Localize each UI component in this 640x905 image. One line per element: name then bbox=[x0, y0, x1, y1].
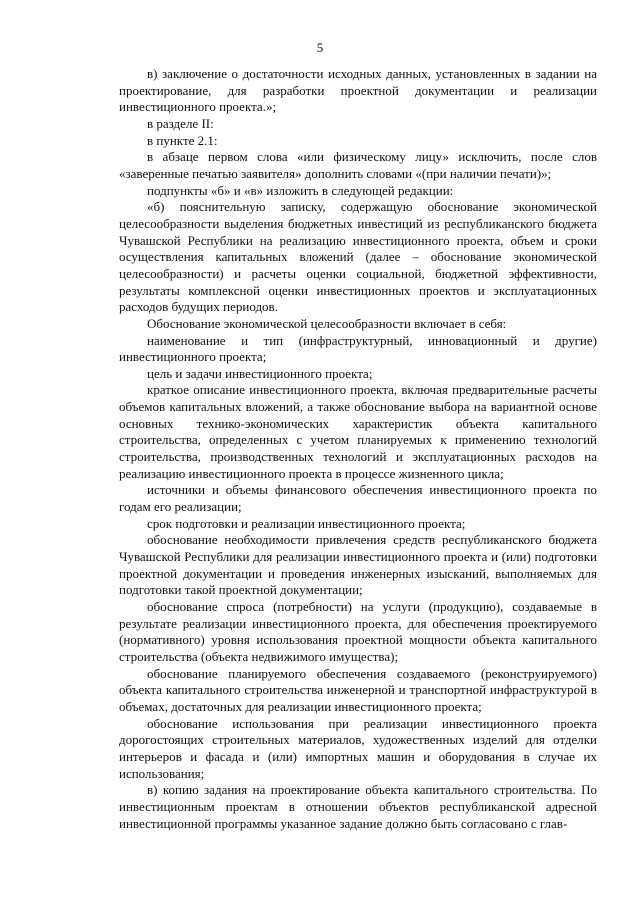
paragraph: обоснование использования при реализации инвестиционного проекта дорогостоящих строительных материалов, художественных изделий для отделки интерьеров и фасада и (или) импортных машин и оборудования в случае их использования; bbox=[119, 715, 597, 781]
paragraph: в) заключение о достаточности исходных данных, установленных в задании на проектирование, для разработки проектной документации и реализации инвестиционного проекта.»; bbox=[119, 66, 597, 115]
paragraph: обоснование спроса (потребности) на услуги (продукцию), создаваемые в результате реализации инвестиционного проекта, для обеспечения проектируемого (нормативного) уровня использования проектной мощности объекта капитального строительства (объекта недвижимого имущества); bbox=[119, 599, 597, 664]
paragraph: обоснование планируемого обеспечения создаваемого (реконструируемого) объекта капитального строительства инженерной и транспортной инфраструктурой в объемах, достаточных для реализации инвестиционного проекта; bbox=[119, 665, 597, 714]
paragraph: источники и объемы финансового обеспечения инвестиционного проекта по годам его реализации; bbox=[119, 482, 597, 515]
paragraph: в разделе II: bbox=[147, 115, 214, 131]
paragraph: «б) пояснительную записку, содержащую обоснование экономической целесообразности выделения бюджетных инвестиций из республиканского бюджета Чувашской Республики на реализацию инвестиционного проекта, объем и сроки осуществления капитальных вложений (далее – обоснование экономической целесообразности) и расчеты оценки социальной, бюджетной эффективности, результаты комплексной оценки инвестиционных проектов и эксплуатационных расходов будущих периодов. bbox=[119, 199, 597, 315]
paragraph: обоснование необходимости привлечения средств республиканского бюджета Чувашской Республики для реализации инвестиционного проекта и (или) подготовки проектной документации и проведения инженерных изысканий, выполняемых для подготовки такой проектной документации; bbox=[119, 532, 597, 598]
paragraph: в) копию задания на проектирование объекта капитального строительства. По инвестиционным проектам в отношении объектов республиканской адресной инвестиционной программы указанное задание должно быть согласовано с глав- bbox=[119, 782, 597, 831]
paragraph: наименование и тип (инфраструктурный, инновационный и другие) инвестиционного проекта; bbox=[119, 332, 597, 365]
document-body bbox=[119, 66, 597, 832]
paragraph: Обоснование экономической целесообразности включает в себя: bbox=[147, 315, 507, 331]
page-number: 5 bbox=[316, 40, 324, 55]
paragraph: подпункты «б» и «в» изложить в следующей редакции: bbox=[147, 182, 454, 198]
paragraph: в пункте 2.1: bbox=[147, 132, 218, 148]
paragraph: в абзаце первом слова «или физическому лицу» исключить, после слов «заверенные печатью заявителя» дополнить словами «(при наличии печати)»; bbox=[119, 149, 597, 181]
paragraph: срок подготовки и реализации инвестиционного проекта; bbox=[147, 515, 466, 531]
paragraph: цель и задачи инвестиционного проекта; bbox=[147, 365, 373, 381]
paragraph: краткое описание инвестиционного проекта, включая предварительные расчеты объемов капитальных вложений, а также обоснование выбора на вариантной основе основных технико-экономических характеристик объекта капитального строительства, определенных с учетом планируемых к применению технологий строительства, производственных технологий и эксплуатационных расходов на реализацию инвестиционного проекта в процессе жизненного цикла; bbox=[119, 382, 597, 481]
